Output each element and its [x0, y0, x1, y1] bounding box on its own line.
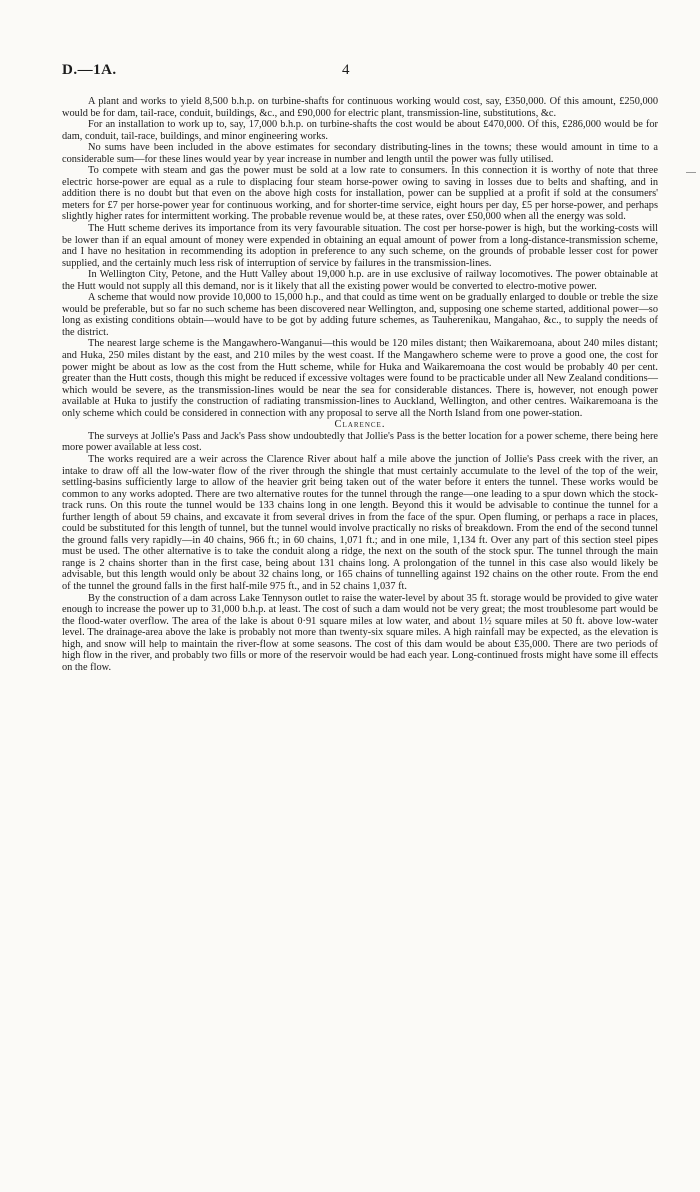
paragraph: The works required are a weir across the Clarence River about half a mile above the junction of Jollie's Pass creek with the river, an intake to draw off all the low-water flow of the river through the shingle that must certainly accumulate to the level of the top of the weir, settling-basins sufficiently large to allow of the heavier grit being taken out of the water before it enters the tunnel. These works would be common to any works adopted. There are two alternative routes for the tunnel through the range—one leading to a spur down which the stock-track runs. On this route the tunnel would be 133 chains long in one length. Beyond this it would be advisable to continue the tunnel for a further length of about 59 chains, and excavate it from several drives in from the face of the spur. Open fluming, or perhaps a race in places, could be substituted for this length of tunnel, but the tunnel would involve practically no risks of breakdown. From the end of the second tunnel the ground falls very rapidly—in 40 chains, 966 ft.; in 60 chains, 1,071 ft.; and in one mile, 1,134 ft. Over any part of this section steel pipes must be used. The other alternative is to take the conduit along a ridge, the next on the south of the stock spur. The tunnel through the main range is 2 chains shorter than in the first case, being about 131 chains long. A prolongation of the tunnel in this case also would likely be advisable, but this length would only be about 32 chains long, or 165 chains of tunnelling against 192 chains on the other route. From the end of the tunnel the ground falls in the first half-mile 975 ft., and in 52 chains 1,037 ft.: [62, 453, 658, 592]
paragraph: In Wellington City, Petone, and the Hutt Valley about 19,000 h.p. are in use exclusive of railway locomotives. The power obtainable at the Hutt would not supply all this demand, nor is it likely that all the existing power would be converted to electro-motive power.: [62, 269, 658, 292]
paragraph: A scheme that would now provide 10,000 to 15,000 h.p., and that could as time went on be gradually enlarged to double or treble the size would be preferable, but so far no such scheme has been discovered near Wellington, and, supposing one scheme started, additional power—so long as existing conditions obtain—would have to be got by adding future schemes, as Tauherenikau, Mangahao, &c., to supply the needs of the district.: [62, 292, 658, 338]
margin-mark: [686, 172, 696, 173]
page-number: 4: [342, 62, 350, 78]
paragraph: The Hutt scheme derives its importance from its very favourable situation. The cost per horse-power is high, but the working-costs will be lower than if an equal amount of money were expended in obtaining an equal amount of power from a long-distance-transmission scheme, and I have no hesitation in recommending its adoption in preference to any such scheme, on the grounds of probable lesser cost for power supplied, and the certainly much less risk of interruption of service by failures in the transmission-lines.: [62, 223, 658, 269]
paragraph: The nearest large scheme is the Mangawhero-Wanganui—this would be 120 miles distant; then Waikaremoana, about 240 miles distant; and Huka, 250 miles distant by the east, and 210 miles by the west coast. If the Mangawhero scheme were to prove a good one, the cost for power might be about as low as the cost from the Hutt scheme, while for Huka and Waikaremoana the cost would be probably 40 per cent. greater than the Hutt costs, though this might be reduced if excessive voltages were found to be practicable under all New Zealand conditions—which would be severe, as the transmission-lines would be near the sea for considerable distances. There is, however, not enough power available at Huka to justify the construction of radiating transmission-lines to Auckland, Wellington, and other centres. Waikaremoana is the only scheme which could be considered in connection with any proposal to serve all the North Island from one power-station.: [62, 338, 659, 419]
paragraph: By the construction of a dam across Lake Tennyson outlet to raise the water-level by about 35 ft. storage would be provided to give water enough to increase the power up to 31,000 b.h.p. at least. The cost of such a dam would not be very great; the most troublesome part would be the flood-water overflow. The area of the lake is about 0·91 square miles at low water, and about 1½ square miles at 50 ft. above low-water level. The drainage-area above the lake is probably not more than twenty-six square miles. A high rainfall may be expected, as the elevation is high, and snow will help to maintain the river-flow at some seasons. The cost of this dam would be about £35,000. There are two periods of high flow in the river, and probably two fills or more of the reservoir would be had each year. Long-continued frosts might have some ill effects on the flow.: [62, 592, 658, 673]
paragraph: For an installation to work up to, say, 17,000 b.h.p. on turbine-shafts the cost would be about £470,000. Of this, £286,000 would be for dam, conduit, tail-race, buildings, and minor engineering works.: [62, 119, 658, 142]
body-text: [62, 96, 658, 673]
section-heading-clarence: Clarence.: [334, 419, 386, 431]
paragraph: A plant and works to yield 8,500 b.h.p. on turbine-shafts for continuous working would cost, say, £350,000. Of this amount, £250,000 would be for dam, tail-race, conduit, buildings, &c., and £90,000 for electric plant, transmission-line, substitutions, &c.: [62, 96, 658, 119]
page-header: [62, 62, 644, 82]
paragraph: No sums have been included in the above estimates for secondary distributing-lines in the towns; these would amount in time to a considerable sum—for these lines would year by year increase in number and length until the power was fully utilised.: [62, 142, 658, 165]
document-reference: D.—1A.: [62, 62, 117, 78]
paragraph: To compete with steam and gas the power must be sold at a low rate to consumers. In this connection it is worthy of note that three electric horse-power are equal as a rule to displacing four steam horse-power owing to saving in losses due to belts and shafting, and in addition there is no doubt but that even on the above high costs for installation, power can be supplied at a profit if sold at the consumers' meters for £7 per horse-power year for continuous working, and for shorter-time service, eight hours per day, £5 per horse-power, and perhaps slightly higher rates for intermittent working. The probable revenue would be, at these rates, over £50,000 when all the energy was sold.: [62, 165, 658, 223]
paragraph: The surveys at Jollie's Pass and Jack's Pass show undoubtedly that Jollie's Pass is the better location for a power scheme, there being here more power available at less cost.: [62, 430, 658, 454]
